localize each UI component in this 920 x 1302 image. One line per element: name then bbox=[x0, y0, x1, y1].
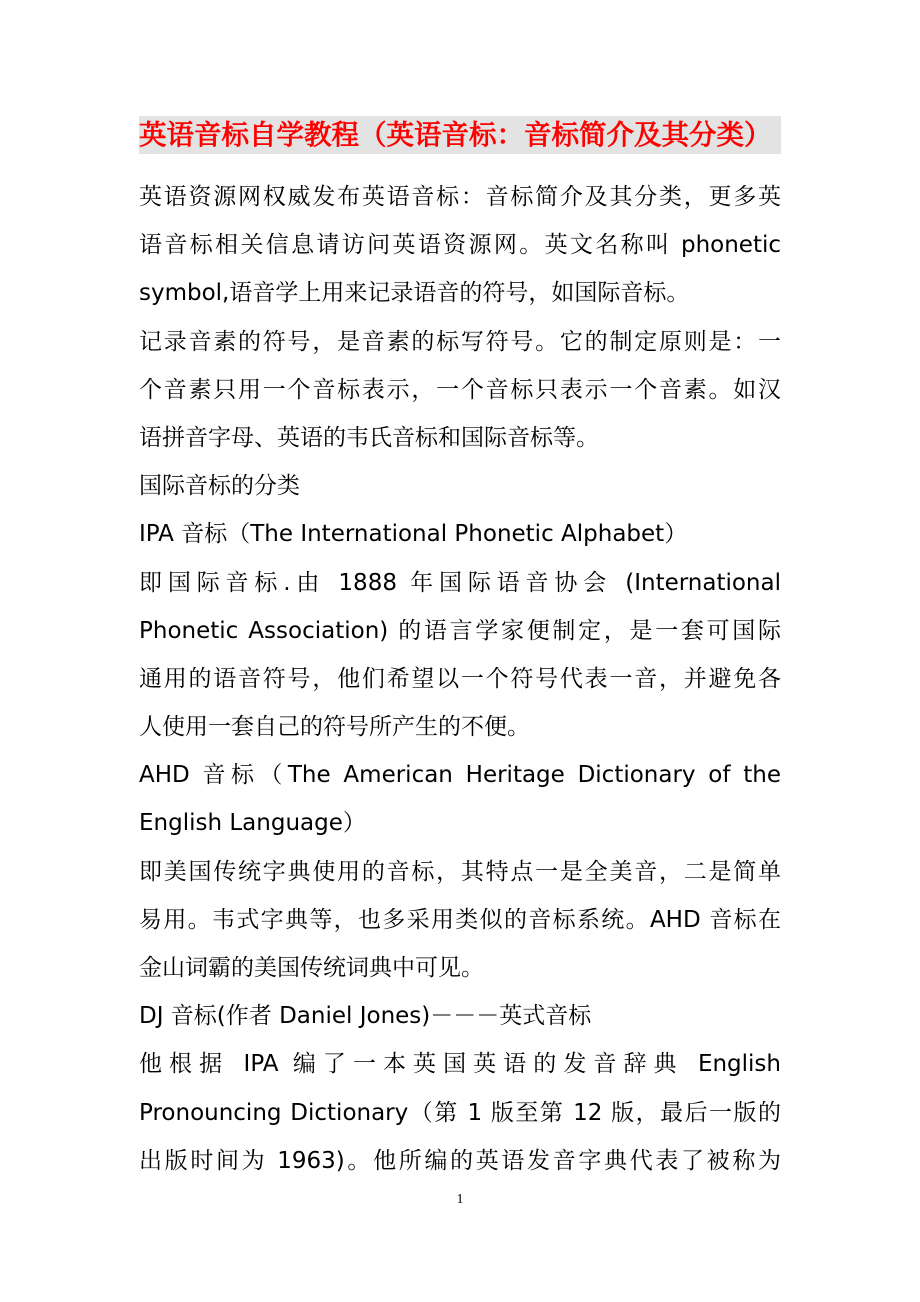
section-heading: English Language） bbox=[139, 810, 366, 837]
section-heading: IPA 音标（The International Phonetic Alphabet） bbox=[139, 521, 688, 548]
text-line: 易用。韦式字典等，也多采用类似的音标系统。AHD 音标在 bbox=[139, 906, 781, 933]
text-line: 个音素只用一个音标表示，一个音标只表示一个音素。如汉 bbox=[139, 376, 781, 403]
text-line: 金山词霸的美国传统词典中可见。 bbox=[139, 955, 484, 981]
section-heading: AHD 音标（The American Heritage Dictionary of the bbox=[139, 762, 781, 789]
text-line: 语音标相关信息请访问英语资源网。英文名称叫 phonetic bbox=[139, 232, 781, 259]
section-heading: DJ 音标(作者 Daniel Jones)－－－英式音标 bbox=[139, 1003, 592, 1030]
text-line: 人使用一套自己的符号所产生的不便。 bbox=[139, 714, 530, 741]
text-line: 英语资源网权威发布英语音标：音标简介及其分类，更多英 bbox=[139, 184, 781, 210]
text-line: 他根据 IPA 编了一本英国英语的发音辞典 English bbox=[139, 1051, 781, 1078]
text-line: Pronouncing Dictionary（第 1 版至第 12 版，最后一版的 bbox=[139, 1099, 781, 1126]
text-line: 出版时间为 1963)。他所编的英语发音字典代表了被称为 bbox=[139, 1147, 781, 1174]
text-line: 通用的语音符号，他们希望以一个符号代表一音，并避免各 bbox=[139, 665, 781, 692]
text-line: symbol,语音学上用来记录语音的符号，如国际音标。 bbox=[139, 280, 690, 307]
text-line: 语拼音字母、英语的韦氏音标和国际音标等。 bbox=[139, 424, 599, 451]
page-number: 1 bbox=[456, 1192, 464, 1207]
document-body bbox=[139, 173, 781, 1185]
document-title: 英语音标自学教程（英语音标：音标简介及其分类） bbox=[139, 116, 781, 154]
text-line: Phonetic Association) 的语言学家便制定，是一套可国际 bbox=[139, 617, 781, 644]
text-line: 即美国传统字典使用的音标，其特点一是全美音，二是简单 bbox=[139, 858, 781, 885]
text-line: 记录音素的符号，是音素的标写符号。它的制定原则是：一 bbox=[139, 328, 781, 355]
section-heading: 国际音标的分类 bbox=[139, 473, 300, 500]
text-line: 即国际音标.由 1888 年国际语音协会 (International bbox=[139, 569, 781, 596]
